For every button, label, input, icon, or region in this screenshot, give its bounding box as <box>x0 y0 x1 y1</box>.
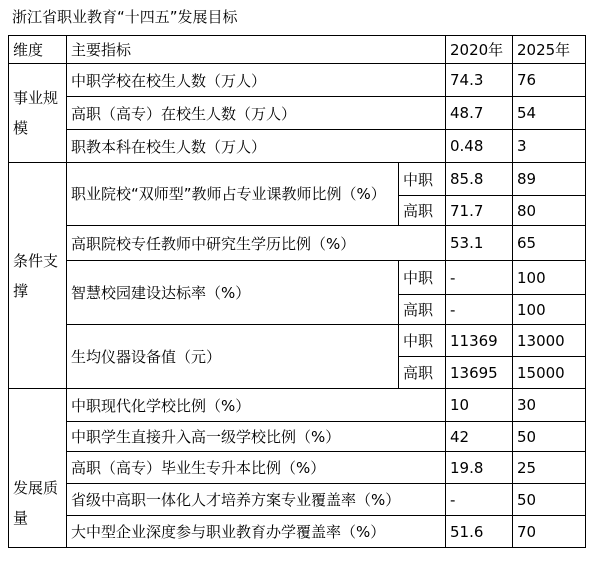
value-2025: 54 <box>513 97 586 130</box>
value-2025: 13000 <box>513 325 586 357</box>
dimension-scale: 事业规模 <box>9 64 67 163</box>
header-dimension: 维度 <box>9 36 67 64</box>
indicator-cell: 高职（高专）毕业生专升本比例（%） <box>67 452 446 484</box>
value-2020: 74.3 <box>446 64 513 97</box>
value-2025: 89 <box>513 163 586 196</box>
indicator-cell: 职业院校“双师型”教师占专业课教师比例（%） <box>67 163 399 226</box>
value-2025: 15000 <box>513 357 586 389</box>
table-row <box>9 422 586 452</box>
value-2020: 48.7 <box>446 97 513 130</box>
value-2020: 71.7 <box>446 196 513 226</box>
value-2020: - <box>446 484 513 516</box>
value-2025: 3 <box>513 130 586 163</box>
value-2025: 50 <box>513 422 586 452</box>
table-row <box>9 516 586 548</box>
indicator-cell: 智慧校园建设达标率（%） <box>67 261 399 325</box>
indicator-cell: 职教本科在校生人数（万人） <box>67 130 446 163</box>
header-row <box>9 36 586 64</box>
table-row <box>9 130 586 163</box>
value-2025: 76 <box>513 64 586 97</box>
table-row <box>9 64 586 97</box>
value-2020: 85.8 <box>446 163 513 196</box>
value-2025: 30 <box>513 389 586 422</box>
indicator-cell: 省级中高职一体化人才培养方案专业覆盖率（%） <box>67 484 446 516</box>
value-2020: 0.48 <box>446 130 513 163</box>
value-2025: 65 <box>513 226 586 261</box>
indicator-cell: 生均仪器设备值（元） <box>67 325 399 389</box>
header-indicator: 主要指标 <box>67 36 446 64</box>
indicator-cell: 中职学生直接升入高一级学校比例（%） <box>67 422 446 452</box>
value-2020: 11369 <box>446 325 513 357</box>
table-title: 浙江省职业教育“十四五”发展目标 <box>12 8 238 26</box>
value-2020: 10 <box>446 389 513 422</box>
level-label: 高职 <box>399 357 446 389</box>
level-label: 中职 <box>399 163 446 196</box>
level-label: 高职 <box>399 295 446 325</box>
value-2025: 100 <box>513 295 586 325</box>
table-row <box>9 163 586 196</box>
value-2020: 51.6 <box>446 516 513 548</box>
indicator-cell: 高职院校专任教师中研究生学历比例（%） <box>67 226 446 261</box>
indicator-cell: 高职（高专）在校生人数（万人） <box>67 97 446 130</box>
value-2020: 53.1 <box>446 226 513 261</box>
level-label: 中职 <box>399 261 446 295</box>
value-2020: - <box>446 261 513 295</box>
value-2020: 42 <box>446 422 513 452</box>
indicator-cell: 中职现代化学校比例（%） <box>67 389 446 422</box>
goals-table <box>8 35 586 548</box>
header-2025: 2025年 <box>513 36 586 64</box>
table-row <box>9 325 586 357</box>
table-row <box>9 452 586 484</box>
value-2025: 70 <box>513 516 586 548</box>
level-label: 中职 <box>399 325 446 357</box>
table-row <box>9 484 586 516</box>
value-2025: 25 <box>513 452 586 484</box>
indicator-cell: 中职学校在校生人数（万人） <box>67 64 446 97</box>
value-2025: 80 <box>513 196 586 226</box>
level-label: 高职 <box>399 196 446 226</box>
value-2025: 50 <box>513 484 586 516</box>
value-2020: - <box>446 295 513 325</box>
table-row <box>9 226 586 261</box>
value-2025: 100 <box>513 261 586 295</box>
table-row <box>9 389 586 422</box>
dimension-support: 条件支撑 <box>9 163 67 389</box>
table-row <box>9 97 586 130</box>
value-2020: 13695 <box>446 357 513 389</box>
indicator-cell: 大中型企业深度参与职业教育办学覆盖率（%） <box>67 516 446 548</box>
value-2020: 19.8 <box>446 452 513 484</box>
dimension-quality: 发展质量 <box>9 389 67 548</box>
table-row <box>9 261 586 295</box>
header-2020: 2020年 <box>446 36 513 64</box>
